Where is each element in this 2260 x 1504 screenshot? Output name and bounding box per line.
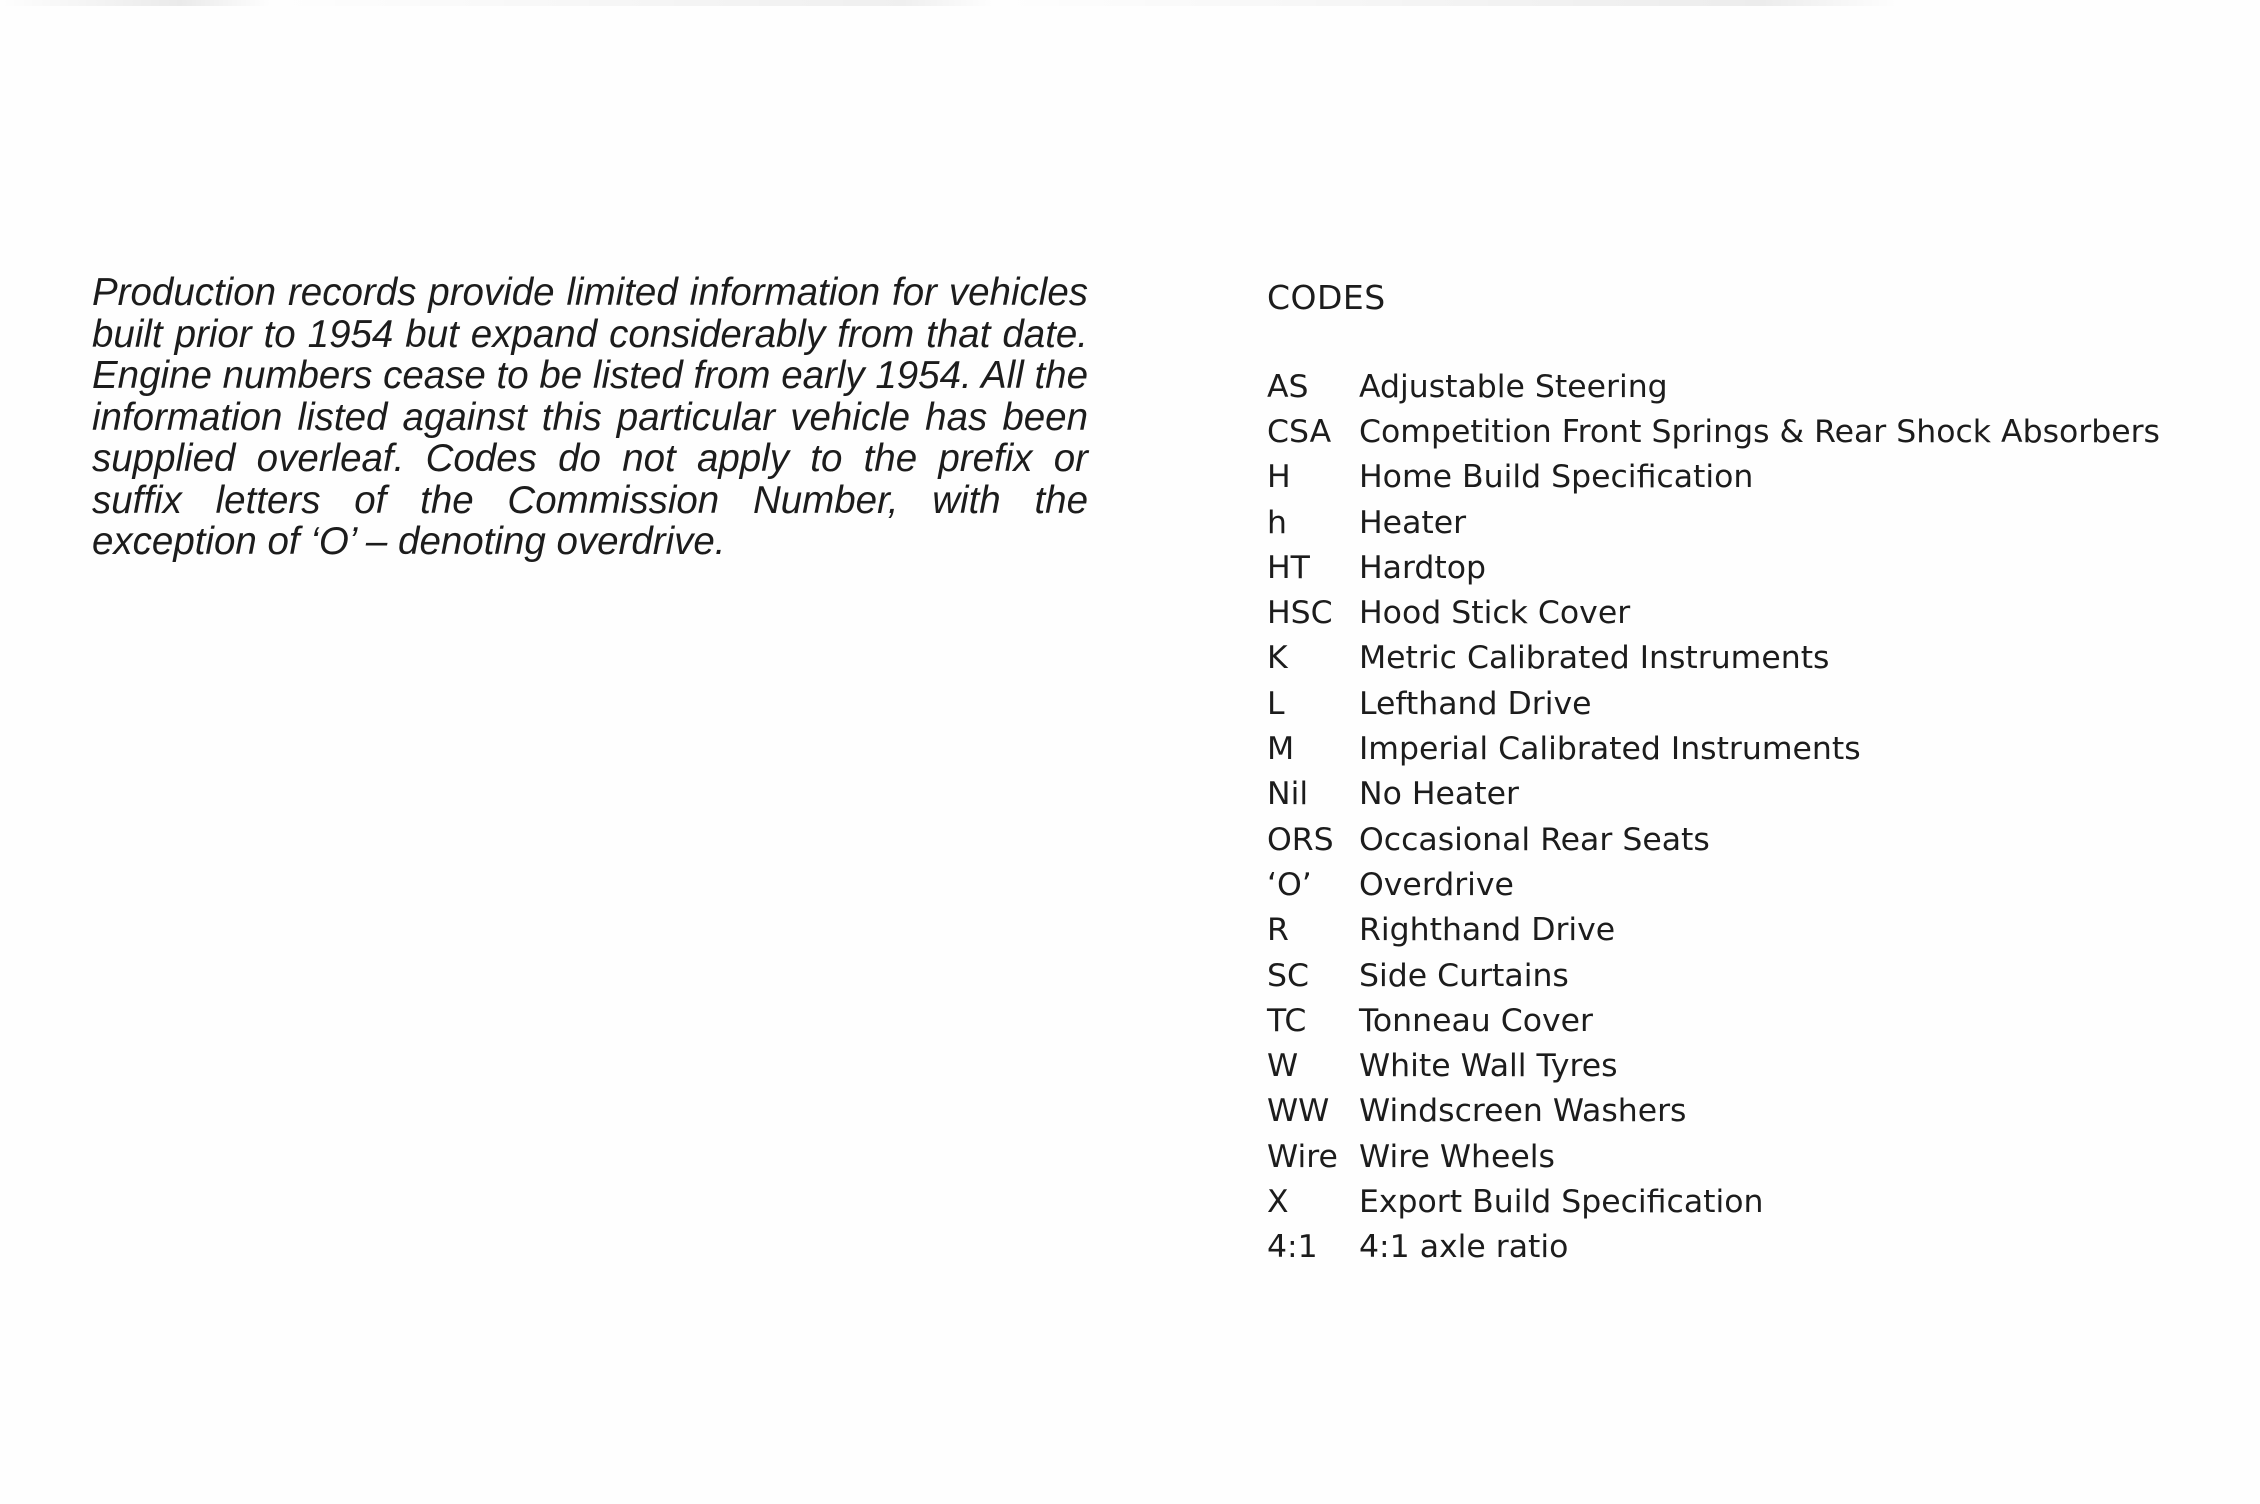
code-description: Overdrive: [1359, 866, 1514, 903]
code-key: R: [1267, 912, 1289, 949]
code-key: CSA: [1267, 413, 1332, 450]
code-key: WW: [1267, 1093, 1330, 1130]
code-key: Nil: [1267, 776, 1309, 813]
code-description: Tonneau Cover: [1359, 1002, 1593, 1039]
code-key: ORS: [1267, 821, 1334, 858]
code-row: [1264, 726, 2224, 771]
code-row: [1264, 1179, 2224, 1224]
code-description: Heater: [1359, 504, 1467, 541]
code-description: No Heater: [1359, 776, 1519, 813]
code-description: Occasional Rear Seats: [1359, 821, 1710, 858]
code-description: 4:1 axle ratio: [1359, 1229, 1569, 1266]
code-row: [1264, 953, 2224, 998]
code-description: Side Curtains: [1359, 957, 1569, 994]
code-row: [1264, 1089, 2224, 1134]
code-row: [1264, 681, 2224, 726]
code-description: Lefthand Drive: [1359, 685, 1592, 722]
code-key: L: [1267, 685, 1285, 722]
code-row: [1264, 590, 2224, 635]
code-row: [1264, 636, 2224, 681]
code-key: TC: [1267, 1002, 1307, 1039]
code-key: HSC: [1267, 595, 1333, 632]
code-key: h: [1267, 504, 1287, 541]
code-description: Hardtop: [1359, 549, 1486, 586]
code-row: [1264, 545, 2224, 590]
codes-title: CODES: [1267, 278, 1386, 317]
code-row: [1264, 364, 2224, 409]
code-description: Windscreen Washers: [1359, 1093, 1687, 1130]
code-row: [1264, 1134, 2224, 1179]
code-row: [1264, 455, 2224, 500]
code-key: SC: [1267, 957, 1309, 994]
code-key: 4:1: [1267, 1229, 1318, 1266]
code-key: M: [1267, 731, 1295, 768]
code-row: [1264, 862, 2224, 907]
code-row: [1264, 817, 2224, 862]
code-description: Imperial Calibrated Instruments: [1359, 731, 1861, 768]
code-description: Righthand Drive: [1359, 912, 1616, 949]
intro-paragraph: Production records provide limited information for vehicles built prior to 1954 but expand considerably from that date. Engine numbers cease to be listed from early 1954. All the information listed against this particular vehicle has been supplied overleaf. Codes do not apply to the prefix or suffix letters of the Commission Number, with the exception of ‘O’ – denoting overdrive.: [92, 271, 1088, 563]
code-description: Adjustable Steering: [1359, 368, 1668, 405]
codes-section: [1264, 274, 2224, 1270]
code-row: [1264, 772, 2224, 817]
code-row: [1264, 500, 2224, 545]
code-key: X: [1267, 1183, 1289, 1220]
code-key: AS: [1267, 368, 1309, 405]
code-key: H: [1267, 459, 1291, 496]
code-description: Home Build Specification: [1359, 459, 1754, 496]
code-description: Export Build Specification: [1359, 1183, 1764, 1220]
scan-edge-noise: [0, 0, 2260, 6]
code-description: White Wall Tyres: [1359, 1048, 1618, 1085]
code-description: Metric Calibrated Instruments: [1359, 640, 1830, 677]
code-description: Competition Front Springs & Rear Shock Absorbers: [1359, 413, 2160, 450]
code-row: [1264, 998, 2224, 1043]
code-key: Wire: [1267, 1138, 1338, 1175]
code-row: [1264, 908, 2224, 953]
code-description: Wire Wheels: [1359, 1138, 1555, 1175]
code-key: W: [1267, 1048, 1299, 1085]
code-key: ‘O’: [1267, 866, 1312, 903]
code-row: [1264, 409, 2224, 454]
code-key: HT: [1267, 549, 1310, 586]
code-row: [1264, 1225, 2224, 1270]
code-list: [1264, 364, 2224, 1270]
code-description: Hood Stick Cover: [1359, 595, 1631, 632]
code-key: K: [1267, 640, 1288, 677]
code-row: [1264, 1043, 2224, 1088]
